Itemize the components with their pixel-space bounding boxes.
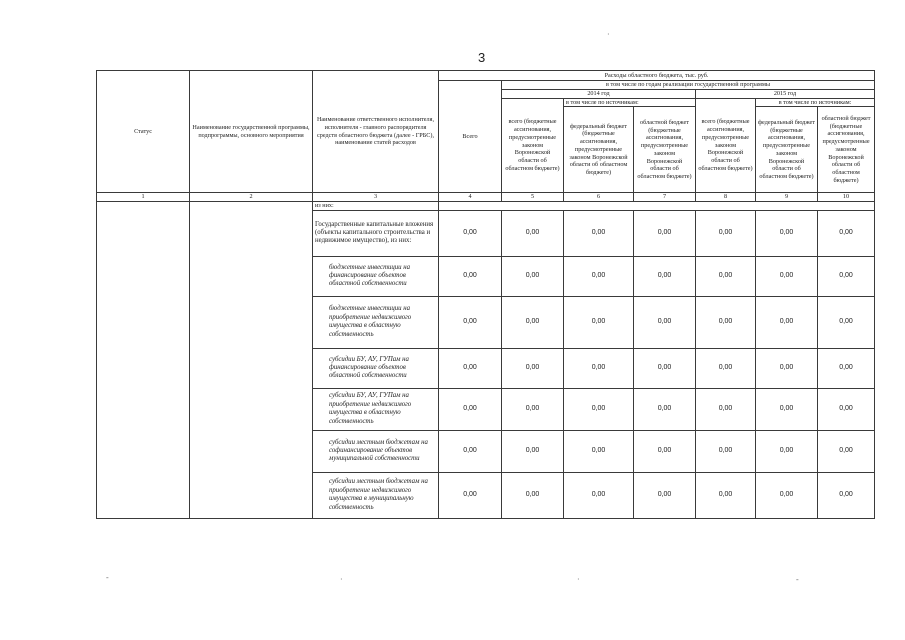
column-number: 4 xyxy=(439,193,502,202)
column-number: 7 xyxy=(634,193,696,202)
row-label: бюджетные инвестиции на финансирование объектов областной собственности xyxy=(313,256,439,296)
status-cell xyxy=(97,202,190,519)
value-cell: 0,00 xyxy=(634,472,696,518)
value-cell: 0,00 xyxy=(439,472,502,518)
value-cell: 0,00 xyxy=(439,430,502,472)
header-col7: областной бюджет (бюджетные ассигнования, предусмотренные законом Воронежской области об областном бюджете) xyxy=(634,107,696,193)
value-cell: 0,00 xyxy=(696,388,756,430)
column-number: 9 xyxy=(756,193,818,202)
value-cell: 0,00 xyxy=(696,296,756,348)
value-cell: 0,00 xyxy=(502,210,564,256)
row-label: субсидии местным бюджетам на софинансирование объектов муниципальной собственности xyxy=(313,430,439,472)
column-number: 1 xyxy=(97,193,190,202)
scan-speck: · xyxy=(607,30,610,39)
empty-cell xyxy=(439,202,875,211)
scan-speck: - xyxy=(106,573,109,582)
header-expenses-title: Расходы областного бюджета, тыс. руб. xyxy=(439,71,875,81)
value-cell: 0,00 xyxy=(564,430,634,472)
value-cell: 0,00 xyxy=(696,348,756,388)
value-cell: 0,00 xyxy=(564,296,634,348)
value-cell: 0,00 xyxy=(502,296,564,348)
column-number: 5 xyxy=(502,193,564,202)
value-cell: 0,00 xyxy=(502,430,564,472)
value-cell: 0,00 xyxy=(439,348,502,388)
value-cell: 0,00 xyxy=(696,430,756,472)
header-status: Статус xyxy=(97,71,190,193)
value-cell: 0,00 xyxy=(634,388,696,430)
value-cell: 0,00 xyxy=(564,256,634,296)
value-cell: 0,00 xyxy=(634,256,696,296)
value-cell: 0,00 xyxy=(818,388,875,430)
expenses-table xyxy=(96,70,875,519)
value-cell: 0,00 xyxy=(564,210,634,256)
row-label: субсидии БУ, АУ, ГУПам на финансирование объектов областной собственности xyxy=(313,348,439,388)
value-cell: 0,00 xyxy=(439,256,502,296)
value-cell: 0,00 xyxy=(756,210,818,256)
header-col9: федеральный бюджет (бюджетные ассигнования, предусмотренные законом Воронежской области об областном бюджете) xyxy=(756,107,818,193)
value-cell: 0,00 xyxy=(634,296,696,348)
value-cell: 0,00 xyxy=(634,348,696,388)
column-number: 10 xyxy=(818,193,875,202)
value-cell: 0,00 xyxy=(818,296,875,348)
value-cell: 0,00 xyxy=(756,430,818,472)
header-col5: всего (бюджетные ассигнования, предусмотренные законом Воронежской области об областном бюджете) xyxy=(502,98,564,193)
column-number: 6 xyxy=(564,193,634,202)
scan-speck: · xyxy=(577,575,580,584)
row-label: Государственные капитальные вложения (объекты капитального строительства и недвижимое имущество), из них: xyxy=(313,210,439,256)
program-name-cell xyxy=(190,202,313,519)
page-number: 3 xyxy=(478,50,486,65)
value-cell: 0,00 xyxy=(756,256,818,296)
value-cell: 0,00 xyxy=(756,348,818,388)
value-cell: 0,00 xyxy=(818,210,875,256)
value-cell: 0,00 xyxy=(502,388,564,430)
value-cell: 0,00 xyxy=(818,430,875,472)
value-cell: 0,00 xyxy=(634,430,696,472)
value-cell: 0,00 xyxy=(634,210,696,256)
iz-nih-label: из них: xyxy=(313,202,439,211)
scan-speck: - xyxy=(796,575,799,584)
value-cell: 0,00 xyxy=(502,348,564,388)
header-by-sources-2014: в том числе по источникам: xyxy=(564,98,696,107)
row-label: бюджетные инвестиции на приобретение недвижимого имущества в областную собственность xyxy=(313,296,439,348)
header-by-years: в том числе по годам реализации государственной программы xyxy=(502,81,875,90)
value-cell: 0,00 xyxy=(564,472,634,518)
value-cell: 0,00 xyxy=(502,256,564,296)
value-cell: 0,00 xyxy=(439,210,502,256)
value-cell: 0,00 xyxy=(756,296,818,348)
value-cell: 0,00 xyxy=(502,472,564,518)
scan-speck: · xyxy=(340,575,343,584)
header-by-sources-2015: в том числе по источникам: xyxy=(756,98,875,107)
header-year-2014: 2014 год xyxy=(502,89,696,98)
value-cell: 0,00 xyxy=(756,388,818,430)
value-cell: 0,00 xyxy=(696,210,756,256)
column-number: 2 xyxy=(190,193,313,202)
column-number: 3 xyxy=(313,193,439,202)
header-executor: Наименование ответственного исполнителя, исполнителя - главного распорядителя средств областного бюджета (далее - ГРБС), наименование статей расходов xyxy=(313,71,439,193)
column-number: 8 xyxy=(696,193,756,202)
value-cell: 0,00 xyxy=(696,472,756,518)
header-col8: всего (бюджетные ассигнования, предусмотренные законом Воронежской области об областном бюджете) xyxy=(696,98,756,193)
value-cell: 0,00 xyxy=(756,472,818,518)
value-cell: 0,00 xyxy=(564,388,634,430)
value-cell: 0,00 xyxy=(818,256,875,296)
header-year-2015: 2015 год xyxy=(696,89,875,98)
row-label: субсидии БУ, АУ, ГУПам на приобретение недвижимого имущества в областную собственность xyxy=(313,388,439,430)
value-cell: 0,00 xyxy=(439,296,502,348)
value-cell: 0,00 xyxy=(564,348,634,388)
value-cell: 0,00 xyxy=(439,388,502,430)
value-cell: 0,00 xyxy=(696,256,756,296)
value-cell: 0,00 xyxy=(818,472,875,518)
header-col6: федеральный бюджет (бюджетные ассигнования, предусмотренные законом Воронежской области об областном бюджете) xyxy=(564,107,634,193)
value-cell: 0,00 xyxy=(818,348,875,388)
row-label: субсидии местным бюджетам на приобретение недвижимого имущества в муниципальную собственность xyxy=(313,472,439,518)
header-col10: областной бюджет (бюджетные ассигнования, предусмотренные законом Воронежской области об областном бюджете) xyxy=(818,107,875,193)
header-program-name: Наименование государственной программы, подпрограммы, основного мероприятия xyxy=(190,71,313,193)
header-total: Всего xyxy=(439,81,502,193)
